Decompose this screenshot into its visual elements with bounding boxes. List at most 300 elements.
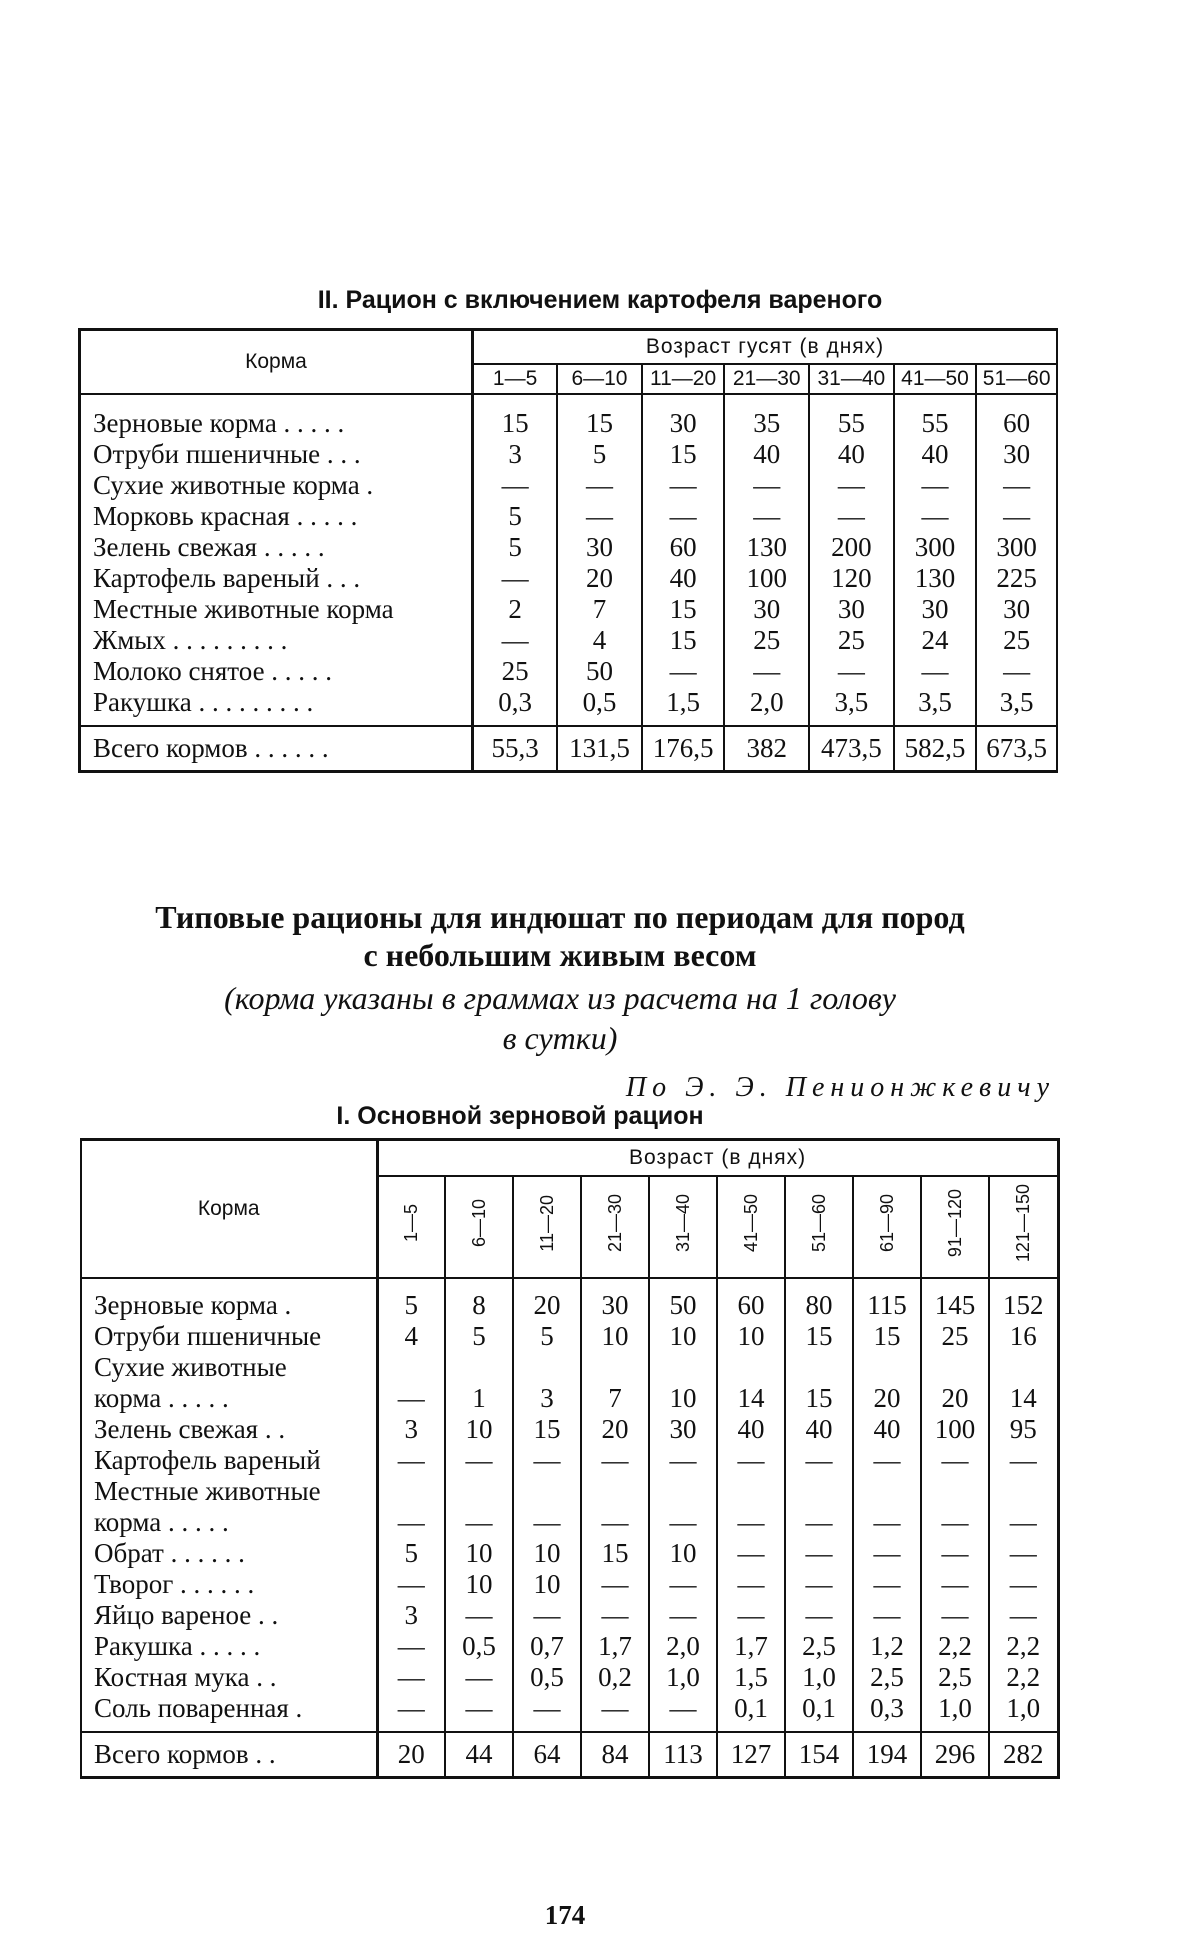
t1-cell-value: 40	[724, 439, 809, 470]
t2-cell-value: 25	[921, 1321, 989, 1352]
t2-total-value: 20	[377, 1732, 445, 1778]
t1-cell-value: 200	[809, 532, 894, 563]
t2-age-column-header	[785, 1176, 853, 1278]
t2-cell-value: —	[785, 1507, 853, 1538]
t2-cell-value: 20	[921, 1383, 989, 1414]
t2-cell-value: 1,0	[921, 1693, 989, 1724]
t1-total-value: 131,5	[557, 726, 642, 772]
t2-total-value: 84	[581, 1732, 649, 1778]
t2-cell-value: —	[513, 1693, 581, 1724]
t2-age-column-header	[717, 1176, 785, 1278]
t1-total-label: Всего кормов . . . . . .	[80, 726, 473, 772]
t2-cell-value: —	[853, 1507, 921, 1538]
t2-cell-value: —	[649, 1445, 717, 1476]
t2-age-column-header	[513, 1176, 581, 1278]
t2-cell-value: —	[377, 1662, 445, 1693]
t1-cell-value: 30	[557, 532, 642, 563]
t2-cell-value: 2,5	[921, 1662, 989, 1693]
t2-cell-value: 4	[377, 1321, 445, 1352]
t2-cell-value: 0,3	[853, 1693, 921, 1724]
t1-feed-name: Морковь красная . . . . .	[80, 501, 473, 532]
t2-feed-name: Зелень свежая . .	[81, 1414, 377, 1445]
t1-cell-value: 130	[894, 563, 977, 594]
t2-feed-name: корма . . . . .	[81, 1507, 377, 1538]
t1-age-column-header	[473, 364, 558, 394]
t1-feed-name: Ракушка . . . . . . . . .	[80, 687, 473, 718]
t1-cell-value: —	[642, 656, 725, 687]
t1-cell-value: 55	[894, 408, 977, 439]
t1-cell-value: 55	[809, 408, 894, 439]
t1-table-row	[80, 470, 1058, 501]
t2-cell-value: —	[445, 1600, 513, 1631]
t2-feed-name: Сухие животные	[81, 1352, 377, 1383]
t2-cell-value: 0,5	[445, 1631, 513, 1662]
t1-cell-value: 30	[642, 408, 725, 439]
t2-table-row	[81, 1631, 1058, 1662]
t2-cell-value: —	[1009, 1599, 1037, 1630]
t1-feed-name: Картофель вареный . . .	[80, 563, 473, 594]
t1-cell-value: 2,0	[724, 687, 809, 718]
t2-cell-value: 15	[785, 1383, 853, 1414]
t2-age-column-header	[853, 1176, 921, 1278]
t1-cell-value: 40	[894, 439, 977, 470]
t2-cell-value: 0,1	[717, 1693, 785, 1724]
t1-table-row	[80, 408, 1058, 439]
author-credit: По Э. Э. Пенионжкевичу	[625, 1072, 1055, 1103]
t1-cell-value: —	[473, 625, 558, 656]
t2-cell-value: 3	[377, 1414, 445, 1445]
table1	[78, 328, 1058, 773]
t2-total-value: 296	[921, 1732, 989, 1778]
t2-age-column-header	[649, 1176, 717, 1278]
t2-cell-value: —	[649, 1569, 717, 1600]
t2-table-row	[81, 1507, 1058, 1538]
t1-cell-value: —	[809, 501, 894, 532]
t2-cell-value: 10	[649, 1538, 717, 1569]
t2-feed-name: Костная мука . .	[81, 1662, 377, 1693]
t2-cell-value: —	[853, 1538, 921, 1569]
t2-cell-value: —	[1009, 1568, 1037, 1599]
t1-cell-value: —	[809, 470, 894, 501]
t1-feed-name: Зерновые корма . . . . .	[80, 408, 473, 439]
t1-cell-value: 100	[724, 563, 809, 594]
t1-cell-value: —	[724, 501, 809, 532]
t2-cell-value: 10	[649, 1383, 717, 1414]
t2-cell-value	[717, 1476, 785, 1507]
t1-cell-value: —	[557, 470, 642, 501]
t1-cell-value: —	[894, 501, 977, 532]
t1-cell-value: —	[1003, 655, 1031, 686]
t2-cell-value: 15	[513, 1414, 581, 1445]
t1-age-label: 21—30	[732, 366, 801, 390]
t2-cell-value	[581, 1352, 649, 1383]
t2-cell-value: 16	[1009, 1320, 1037, 1351]
rations-note-line2: в сутки)	[502, 1020, 618, 1056]
t2-cell-value: —	[717, 1538, 785, 1569]
t1-total-value: 55,3	[473, 726, 558, 772]
t2-table-row	[81, 1321, 1058, 1352]
t2-feed-name: Соль поваренная .	[81, 1693, 377, 1724]
t1-cell-value: 120	[809, 563, 894, 594]
t1-cell-value: 30	[724, 594, 809, 625]
t2-cell-value	[989, 1476, 1058, 1507]
t1-age-label: 31—40	[817, 366, 886, 390]
table2-feed-header: Корма	[81, 1140, 377, 1278]
t1-feed-name: Отруби пшеничные . . .	[80, 439, 473, 470]
t1-age-column-header	[724, 364, 809, 394]
t2-cell-value: 10	[513, 1538, 581, 1569]
t2-cell-value	[445, 1476, 513, 1507]
t2-cell-value: —	[785, 1538, 853, 1569]
t2-total-label: Всего кормов . .	[81, 1732, 377, 1778]
t1-table-row	[80, 563, 1058, 594]
t2-table-row	[81, 1383, 1058, 1414]
t2-cell-value: —	[513, 1507, 581, 1538]
t2-cell-value: —	[717, 1600, 785, 1631]
t2-cell-value: 80	[785, 1290, 853, 1321]
t1-cell-value: —	[1003, 469, 1031, 500]
t2-cell-value	[921, 1476, 989, 1507]
rations-heading-line2: с небольшим живым весом	[363, 937, 757, 973]
t1-cell-value: 25	[473, 656, 558, 687]
t1-cell-value: 15	[557, 408, 642, 439]
t2-table-row	[81, 1445, 1058, 1476]
t1-cell-value: 60	[642, 532, 725, 563]
t2-cell-value	[853, 1352, 921, 1383]
t1-cell-value: 30	[809, 594, 894, 625]
t1-cell-value: 5	[557, 439, 642, 470]
t2-cell-value: 1,0	[785, 1662, 853, 1693]
t1-age-column-header	[894, 364, 977, 394]
t2-cell-value: 40	[853, 1414, 921, 1445]
t1-age-label: 11—20	[650, 366, 717, 390]
t1-cell-value: 25	[1003, 624, 1031, 655]
table2	[80, 1138, 1060, 1779]
t2-feed-name: Зерновые корма .	[81, 1290, 377, 1321]
t1-cell-value: 225	[996, 562, 1037, 593]
t2-cell-value: —	[445, 1693, 513, 1724]
t2-cell-value: —	[445, 1507, 513, 1538]
t2-age-column-header	[581, 1176, 649, 1278]
t1-total-value: 673,5	[986, 732, 1048, 763]
t2-cell-value: —	[785, 1445, 853, 1476]
t2-cell-value: 14	[1009, 1382, 1037, 1413]
t2-cell-value: 2,2	[1006, 1661, 1041, 1692]
t1-cell-value: 300	[996, 531, 1037, 562]
t2-cell-value: —	[717, 1507, 785, 1538]
t2-cell-value: —	[581, 1600, 649, 1631]
t2-cell-value: —	[513, 1445, 581, 1476]
t2-cell-value: 5	[513, 1321, 581, 1352]
t2-cell-value: —	[853, 1600, 921, 1631]
t2-cell-value: 1,7	[581, 1631, 649, 1662]
t2-cell-value: —	[921, 1538, 989, 1569]
t1-age-label: 6—10	[571, 366, 628, 390]
t2-cell-value: 7	[581, 1383, 649, 1414]
t2-cell-value: 0,5	[513, 1662, 581, 1693]
t2-cell-value: —	[649, 1693, 717, 1724]
t1-age-column-header	[976, 364, 1057, 394]
t1-total-value: 582,5	[894, 726, 977, 772]
t2-total-value: 282	[1003, 1738, 1044, 1769]
t2-cell-value: 15	[785, 1321, 853, 1352]
t2-total-row	[81, 1732, 1058, 1778]
t2-cell-value	[581, 1476, 649, 1507]
t2-cell-value: 14	[717, 1383, 785, 1414]
t2-cell-value: 10	[445, 1569, 513, 1600]
t2-feed-name: Отруби пшеничные	[81, 1321, 377, 1352]
t2-cell-value: 115	[853, 1290, 921, 1321]
t2-cell-value: 2,2	[1006, 1630, 1041, 1661]
t2-cell-value: 20	[853, 1383, 921, 1414]
t2-cell-value: 95	[1009, 1413, 1037, 1444]
t2-age-label: 51—60	[808, 1194, 829, 1253]
t2-cell-value	[717, 1352, 785, 1383]
table1-caption: II. Рацион с включением картофеля вареного	[317, 286, 883, 314]
t2-cell-value: —	[853, 1569, 921, 1600]
t1-cell-value: 5	[473, 532, 558, 563]
t1-cell-value: 60	[1003, 407, 1031, 438]
t2-cell-value: 2,5	[853, 1662, 921, 1693]
t1-total-value: 382	[724, 726, 809, 772]
t1-cell-value: 30	[894, 594, 977, 625]
t2-total-value: 64	[513, 1732, 581, 1778]
t1-cell-value: —	[809, 656, 894, 687]
t2-cell-value: 8	[445, 1290, 513, 1321]
t2-cell-value	[513, 1476, 581, 1507]
t1-cell-value: —	[557, 501, 642, 532]
t2-cell-value: —	[377, 1569, 445, 1600]
t2-cell-value: —	[581, 1693, 649, 1724]
t2-age-label: 6—10	[468, 1199, 489, 1248]
t2-cell-value: —	[1009, 1444, 1037, 1475]
t2-cell-value: 10	[513, 1569, 581, 1600]
t2-cell-value: 10	[445, 1538, 513, 1569]
t2-table-row	[81, 1414, 1058, 1445]
t2-feed-name: Картофель вареный	[81, 1445, 377, 1476]
t2-cell-value: —	[377, 1631, 445, 1662]
t2-cell-value: 5	[377, 1538, 445, 1569]
t2-table-row	[81, 1569, 1058, 1600]
t2-cell-value: 2,0	[649, 1631, 717, 1662]
t2-cell-value: —	[717, 1569, 785, 1600]
rations-heading-line1: Типовые рационы для индюшат по периодам для пород	[155, 899, 965, 935]
t1-cell-value: 15	[473, 408, 558, 439]
t2-cell-value: —	[1009, 1537, 1037, 1568]
t1-cell-value: 7	[557, 594, 642, 625]
t1-age-label: 41—50	[901, 366, 969, 390]
t1-cell-value: —	[894, 656, 977, 687]
t2-total-value: 44	[445, 1732, 513, 1778]
t2-table-row	[81, 1476, 1058, 1507]
t2-age-column-header	[377, 1176, 445, 1278]
t1-cell-value: 3,5	[894, 687, 977, 718]
t1-feed-name: Зелень свежая . . . . .	[80, 532, 473, 563]
t2-age-label: 61—90	[876, 1194, 897, 1253]
t2-cell-value: —	[1009, 1506, 1037, 1537]
t2-age-label: 1—5	[400, 1204, 421, 1243]
t1-total-value: 176,5	[642, 726, 725, 772]
t2-cell-value: 50	[649, 1290, 717, 1321]
t2-cell-value: 1,5	[717, 1662, 785, 1693]
t2-cell-value: —	[921, 1569, 989, 1600]
t1-feed-name: Жмых . . . . . . . . .	[80, 625, 473, 656]
t2-cell-value: 3	[513, 1383, 581, 1414]
t1-total-value: 473,5	[809, 726, 894, 772]
t1-age-column-header	[557, 364, 642, 394]
t1-table-row	[80, 594, 1058, 625]
t2-cell-value: 3	[377, 1600, 445, 1631]
t1-cell-value: 25	[809, 625, 894, 656]
t2-cell-value: —	[785, 1600, 853, 1631]
t2-cell-value: —	[445, 1445, 513, 1476]
t1-cell-value: 2	[473, 594, 558, 625]
t2-feed-name: Яйцо вареное . .	[81, 1600, 377, 1631]
t1-table-row	[80, 501, 1058, 532]
t1-cell-value: 130	[724, 532, 809, 563]
t2-cell-value: 1,0	[1006, 1692, 1041, 1723]
t2-age-label: 91—120	[944, 1189, 965, 1258]
t1-cell-value: 3	[473, 439, 558, 470]
table1-feed-header: Корма	[80, 330, 473, 394]
t2-cell-value	[377, 1352, 445, 1383]
t1-cell-value: 40	[809, 439, 894, 470]
t2-cell-value	[785, 1476, 853, 1507]
t2-cell-value: 10	[445, 1414, 513, 1445]
t2-total-value: 154	[785, 1732, 853, 1778]
t1-table-row	[80, 625, 1058, 656]
t2-cell-value: 30	[581, 1290, 649, 1321]
t1-total-row	[80, 726, 1058, 772]
t2-cell-value: 145	[921, 1290, 989, 1321]
t2-cell-value: 15	[581, 1538, 649, 1569]
t2-age-label: 121—150	[1012, 1184, 1033, 1263]
t1-feed-name: Сухие животные корма .	[80, 470, 473, 501]
t2-table-row	[81, 1600, 1058, 1631]
t2-cell-value: 15	[853, 1321, 921, 1352]
t2-age-column-header	[445, 1176, 513, 1278]
t2-total-value: 113	[649, 1732, 717, 1778]
t1-cell-value: 3,5	[809, 687, 894, 718]
t2-feed-name: Местные животные	[81, 1476, 377, 1507]
t2-cell-value	[377, 1476, 445, 1507]
t2-cell-value: 0,2	[581, 1662, 649, 1693]
t1-cell-value: —	[642, 501, 725, 532]
t2-table-row	[81, 1662, 1058, 1693]
t2-cell-value: —	[785, 1569, 853, 1600]
t2-cell-value: 10	[649, 1321, 717, 1352]
t2-cell-value: 152	[1003, 1289, 1044, 1320]
t1-cell-value: 25	[724, 625, 809, 656]
t2-cell-value: —	[581, 1507, 649, 1538]
page-number: 174	[544, 1900, 586, 1930]
t2-cell-value: 0,7	[513, 1631, 581, 1662]
t1-cell-value: —	[894, 470, 977, 501]
t1-cell-value: —	[473, 470, 558, 501]
t2-cell-value: —	[445, 1662, 513, 1693]
t2-cell-value: 10	[717, 1321, 785, 1352]
t1-cell-value: 40	[642, 563, 725, 594]
t2-cell-value: —	[717, 1445, 785, 1476]
t2-cell-value: 40	[717, 1414, 785, 1445]
t2-cell-value	[445, 1352, 513, 1383]
t2-age-label: 21—30	[604, 1194, 625, 1253]
t1-cell-value: 50	[557, 656, 642, 687]
t2-cell-value: —	[377, 1383, 445, 1414]
t2-cell-value: 20	[581, 1414, 649, 1445]
t2-cell-value: 10	[581, 1321, 649, 1352]
t1-age-column-header	[642, 364, 725, 394]
t2-cell-value: 5	[377, 1290, 445, 1321]
t2-cell-value: —	[853, 1445, 921, 1476]
t2-cell-value: 30	[649, 1414, 717, 1445]
t2-cell-value: —	[581, 1569, 649, 1600]
t2-feed-name: Ракушка . . . . .	[81, 1631, 377, 1662]
t2-cell-value: 5	[445, 1321, 513, 1352]
t2-table-row	[81, 1693, 1058, 1724]
t2-cell-value: —	[513, 1600, 581, 1631]
t2-cell-value	[513, 1352, 581, 1383]
t2-cell-value: 1	[445, 1383, 513, 1414]
t2-cell-value: 0,1	[785, 1693, 853, 1724]
t1-cell-value: 300	[894, 532, 977, 563]
t2-feed-name: Творог . . . . . .	[81, 1569, 377, 1600]
t2-cell-value	[989, 1352, 1058, 1383]
t2-cell-value: —	[649, 1600, 717, 1631]
t1-cell-value: 0,5	[557, 687, 642, 718]
t2-cell-value	[649, 1476, 717, 1507]
t1-cell-value: 1,5	[642, 687, 725, 718]
t1-cell-value: 15	[642, 594, 725, 625]
t1-cell-value: 30	[1003, 593, 1031, 624]
t1-cell-value: 0,3	[473, 687, 558, 718]
t1-feed-name: Молоко снятое . . . . .	[80, 656, 473, 687]
t1-cell-value: 3,5	[999, 686, 1034, 717]
t1-cell-value: 5	[473, 501, 558, 532]
t2-cell-value: —	[377, 1445, 445, 1476]
t2-cell-value: —	[581, 1445, 649, 1476]
rations-note-line1: (корма указаны в граммах из расчета на 1 голову	[224, 980, 896, 1016]
t2-cell-value: 100	[921, 1414, 989, 1445]
t2-cell-value: 60	[717, 1290, 785, 1321]
t2-total-value: 194	[853, 1732, 921, 1778]
t2-cell-value: —	[921, 1507, 989, 1538]
t2-cell-value	[649, 1352, 717, 1383]
t1-age-label: 1—5	[492, 366, 538, 390]
t1-table-row	[80, 687, 1058, 718]
t2-table-row	[81, 1290, 1058, 1321]
t1-cell-value: —	[724, 470, 809, 501]
t1-cell-value: 20	[557, 563, 642, 594]
t1-age-label: 51—60	[982, 366, 1051, 390]
table2-caption: I. Основной зерновой рацион	[336, 1102, 704, 1130]
t1-cell-value: 24	[894, 625, 977, 656]
t2-age-column-header	[989, 1176, 1058, 1278]
t2-cell-value: —	[921, 1445, 989, 1476]
t1-cell-value: 15	[642, 439, 725, 470]
t1-cell-value: —	[1003, 500, 1031, 531]
t2-cell-value: —	[921, 1600, 989, 1631]
t2-feed-name: корма . . . . .	[81, 1383, 377, 1414]
t1-cell-value: 35	[724, 408, 809, 439]
t1-age-column-header	[809, 364, 894, 394]
t1-cell-value: —	[642, 470, 725, 501]
table2-age-header: Возраст (в днях)	[377, 1140, 1058, 1176]
t2-cell-value: 2,2	[921, 1631, 989, 1662]
t2-cell-value: 1,7	[717, 1631, 785, 1662]
t2-cell-value: —	[377, 1693, 445, 1724]
t2-cell-value: —	[377, 1507, 445, 1538]
